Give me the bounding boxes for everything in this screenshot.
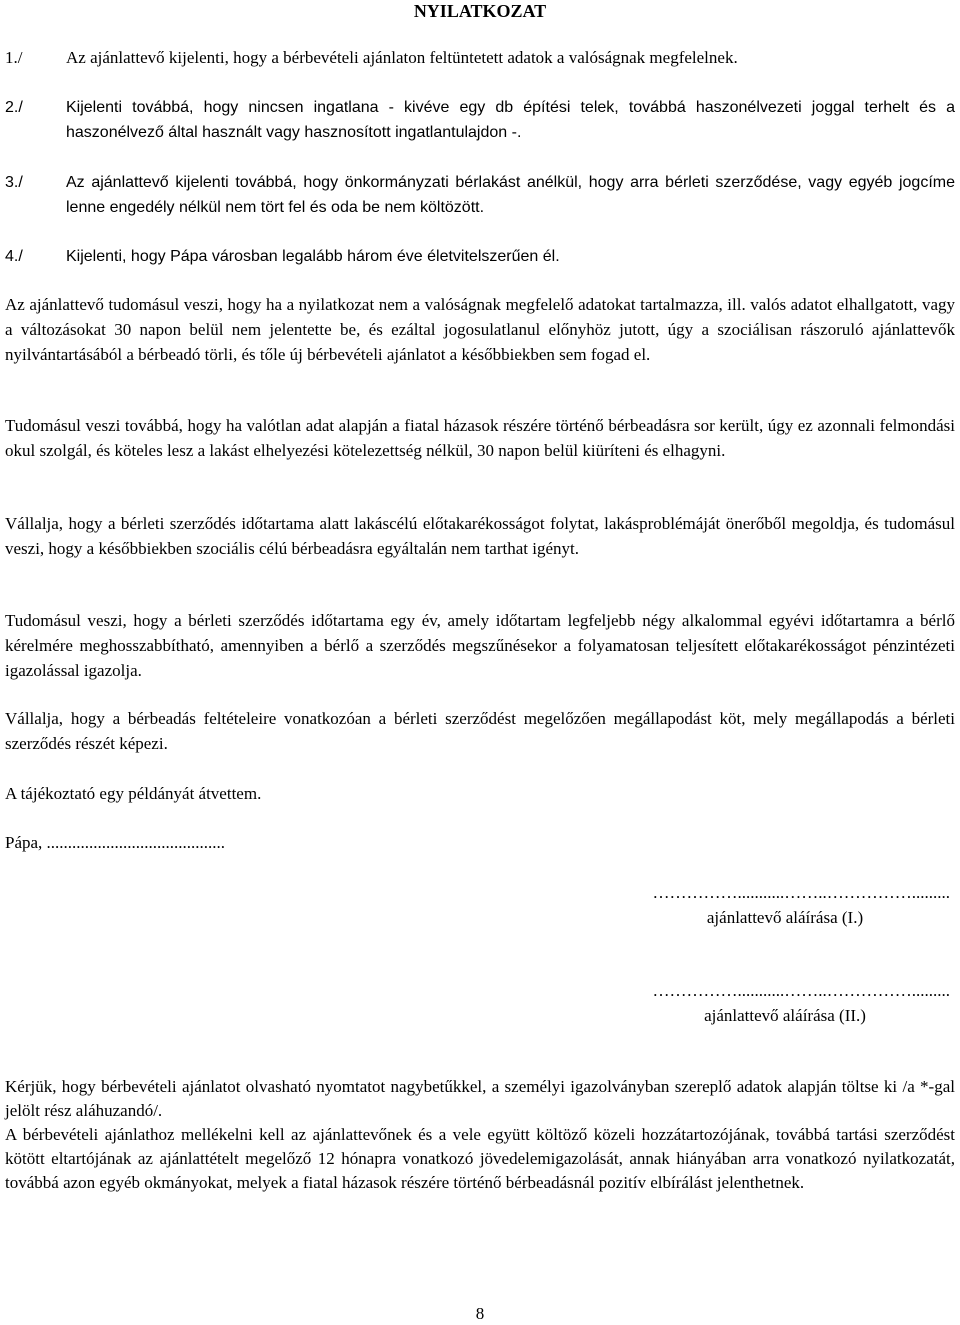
note-fill-instructions: Kérjük, hogy bérbevételi ajánlatot olvasható nyomtatot nagybetűkkel, a személyi igazolványban szereplő adatok alapján töltse ki /a *-gal jelölt rész aláhuzandó/. — [5, 1077, 955, 1120]
signature-line: ……………...........……..……………......... — [652, 883, 950, 902]
item-number: 2./ — [5, 99, 23, 116]
item-text: Az ajánlattevő kijelenti, hogy a bérbevételi ajánlaton feltüntetett adatok a valóságnak megfelelnek. — [66, 48, 738, 67]
signature-label: ajánlattevő aláírása (I.) — [706, 908, 864, 927]
signature-line: ……………...........……..……………......... — [652, 981, 950, 1000]
signature-block-2 — [620, 978, 950, 1028]
paragraph-acknowledgement: A tájékoztató egy példányát átvettem. — [5, 784, 262, 803]
item-number: 4./ — [5, 248, 23, 265]
item-text: Kijelenti továbbá, hogy nincsen ingatlana - kivéve egy db építési telek, továbbá haszonélvezeti joggal terhelt és a haszonélvező által használt vagy hasznosított ingatlantulajdon -. — [66, 99, 955, 141]
declaration-item-4 — [5, 244, 955, 269]
item-number: 1./ — [5, 48, 23, 67]
signature-label: ajánlattevő aláírása (II.) — [704, 1006, 866, 1025]
item-number: 3./ — [5, 174, 23, 191]
place-date-line: Pápa, .......................................... — [5, 833, 226, 852]
item-text: Az ajánlattevő kijelenti továbbá, hogy önkormányzati bérlakást anélkül, hogy arra bérleti szerződése, vagy egyéb jogcíme lenne engedély nélkül nem tört fel és oda be nem költözött. — [66, 174, 955, 216]
page-number: 8 — [475, 1304, 485, 1323]
declaration-item-3 — [5, 170, 955, 220]
item-text: Kijelenti, hogy Pápa városban legalább három éve életvitelszerűen él. — [66, 248, 560, 265]
declaration-item-1 — [5, 45, 955, 70]
signature-block-1 — [620, 880, 950, 930]
declaration-item-2 — [5, 95, 955, 145]
paragraph-contract-term: Tudomásul veszi, hogy a bérleti szerződés időtartama egy év, amely időtartam legfeljebb négy alkalommal egyévi időtartamra a bérlő kérelmére meghosszabbítható, amennyiben a bérlő a szerződés megszűnésekor a folyamatosan teljesített előtakarékosságot pénzintézeti igazolással igazolja. — [5, 611, 955, 680]
paragraph-savings: Vállalja, hogy a bérleti szerződés időtartama alatt lakáscélú előtakarékosságot folytat, lakásproblémáját önerőből megoldja, és tudomásul veszi, hogy a későbbiekben szociális célú bérbeadásra egyáltalán nem tarthat igényt. — [5, 514, 955, 558]
note-attachments: A bérbevételi ajánlathoz mellékelni kell az ajánlattevőnek és a vele együtt költöző közeli hozzátartozójának, továbbá tartási szerződést kötött eltartójának az ajánlattételt megelőző 12 hónapra vonatkozó jövedelemigazolását, annak hiányában arra vonatkozó nyilatkozatát, továbbá azon egyéb okmányokat, melyek a fiatal házasok részére történő bérbeadásnál pozitív elbírálást jelenthetnek. — [5, 1125, 955, 1192]
paragraph-false-data: Tudomásul veszi továbbá, hogy ha valótlan adat alapján a fiatal házasok részére történő bérbeadásra sor került, úgy ez azonnali felmondási okul szolgál, és köteles lesz a lakást elhelyezési kötelezettség nélkül, 30 napon belül kiüríteni és elhagyni. — [5, 416, 955, 460]
document-title: NYILATKOZAT — [413, 1, 547, 21]
paragraph-agreement: Vállalja, hogy a bérbeadás feltételeire vonatkozóan a bérleti szerződést megelőzően megállapodást köt, mely megállapodás a bérleti szerződés részét képezi. — [5, 709, 955, 753]
paragraph-consequences: Az ajánlattevő tudomásul veszi, hogy ha a nyilatkozat nem a valóságnak megfelelő adatokat tartalmazza, ill. valós adatot elhallgatott, vagy a változásokat 30 napon belül nem jelentette be, és ezáltal jogosulatlanul előnyhöz jutott, úgy a szociálisan rászoruló ajánlattevők nyilvántartásából a bérbeadó törli, és tőle új bérbevételi ajánlatot a későbbiekben sem fogad el. — [5, 295, 955, 364]
